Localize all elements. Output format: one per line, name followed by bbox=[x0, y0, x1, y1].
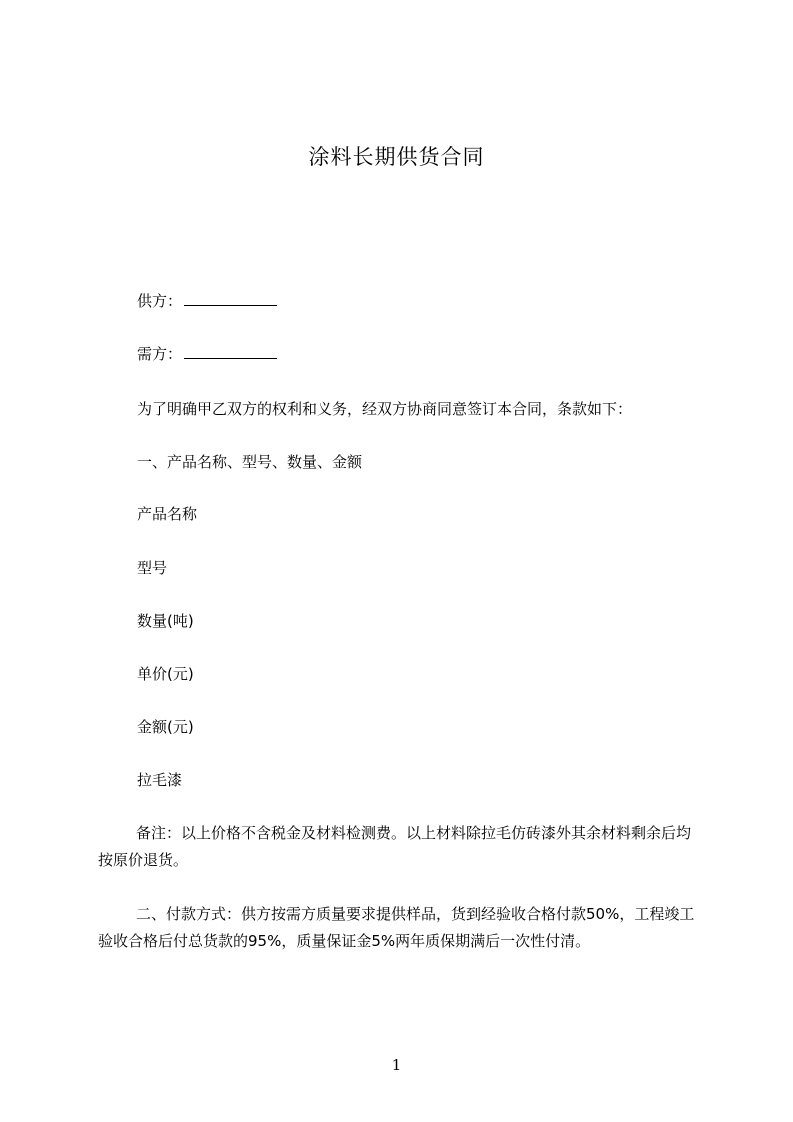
supplier-blank bbox=[184, 291, 277, 306]
supplier-label: 供方： bbox=[137, 292, 183, 310]
field-model: 型号 bbox=[137, 559, 168, 577]
section2-paragraph: 二、付款方式：供方按需方质量要求提供样品，货到经验收合格付款50%，工程竣工验收合格后付总货款的95%，质量保证金5%两年质保期满后一次性付清。 bbox=[98, 905, 695, 950]
buyer-label: 需方： bbox=[137, 345, 183, 363]
intro-text: 为了明确甲乙双方的权利和义务，经双方协商同意签订本合同，条款如下： bbox=[137, 400, 633, 418]
field-product-name: 产品名称 bbox=[137, 505, 198, 523]
buyer-line bbox=[137, 342, 277, 366]
section1-heading: 一、产品名称、型号、数量、金额 bbox=[137, 453, 363, 471]
page-number: 1 bbox=[391, 1056, 402, 1074]
document-title: 涂料长期供货合同 bbox=[308, 145, 485, 169]
field-amount: 金额(元) bbox=[137, 718, 194, 736]
buyer-blank bbox=[184, 344, 277, 359]
remark-paragraph: 备注：以上价格不含税金及材料检测费。以上材料除拉毛仿砖漆外其余材料剩余后均按原价退货。 bbox=[98, 824, 692, 869]
supplier-line bbox=[137, 289, 277, 313]
field-unit-price: 单价(元) bbox=[137, 665, 194, 683]
field-quantity: 数量(吨) bbox=[137, 612, 194, 630]
field-product-item: 拉毛漆 bbox=[137, 771, 183, 789]
